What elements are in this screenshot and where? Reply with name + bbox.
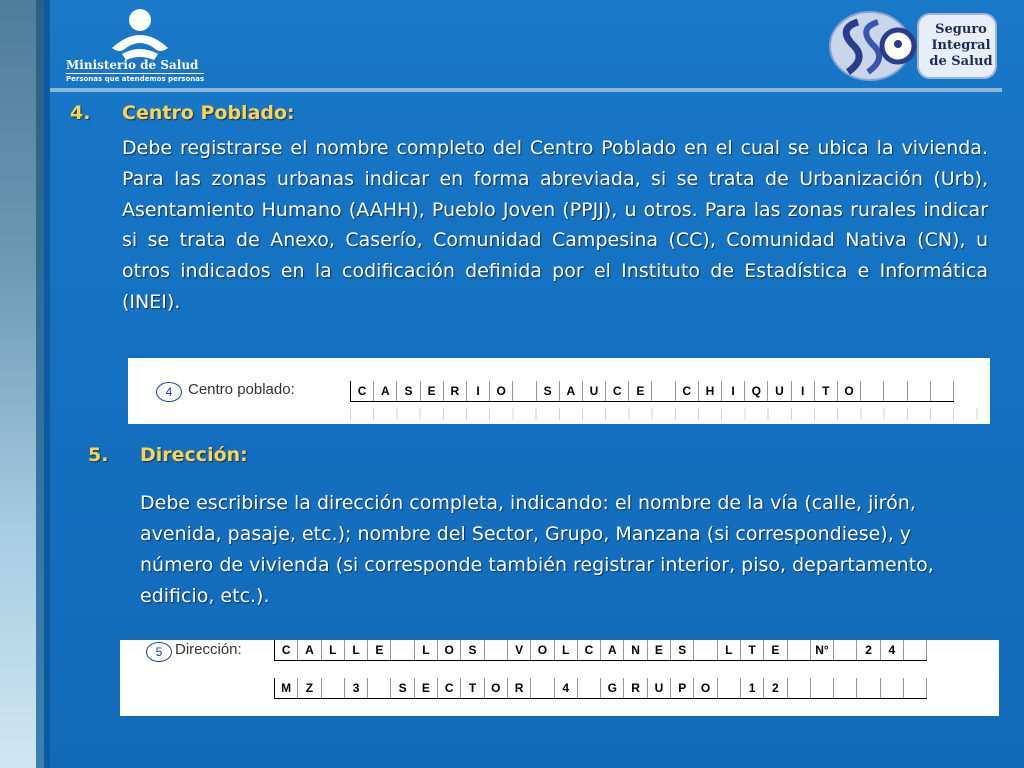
sis-name-line: de Salud bbox=[929, 54, 993, 69]
sis-name-line: Seguro bbox=[935, 22, 987, 37]
letter-cell: S bbox=[461, 640, 484, 660]
letter-cell bbox=[322, 678, 345, 698]
left-decor-stripe bbox=[36, 0, 44, 768]
letter-cell: E bbox=[764, 640, 787, 660]
sis-name-line: Integral bbox=[931, 38, 991, 53]
letter-cell bbox=[788, 640, 811, 660]
section-4-number: 4. bbox=[70, 102, 91, 124]
section-5-number: 5. bbox=[88, 444, 109, 466]
letter-cell bbox=[908, 381, 931, 401]
letter-cell: N° bbox=[811, 640, 834, 660]
letter-cell: 2 bbox=[764, 678, 787, 698]
letter-cell: V bbox=[508, 640, 531, 660]
letter-cell: S bbox=[397, 381, 420, 401]
letter-cell: C bbox=[351, 381, 374, 401]
letter-cell bbox=[811, 678, 834, 698]
letter-cell bbox=[861, 381, 884, 401]
letter-cell: G bbox=[601, 678, 624, 698]
letter-cell: L bbox=[555, 640, 578, 660]
letter-cell bbox=[391, 640, 414, 660]
letter-cell: L bbox=[718, 640, 741, 660]
header-divider bbox=[50, 88, 1002, 92]
letter-cell: Z bbox=[298, 678, 321, 698]
letter-cell: S bbox=[537, 381, 560, 401]
letter-cell: O bbox=[531, 640, 554, 660]
letter-cell: L bbox=[322, 640, 345, 660]
letter-cell: O bbox=[485, 678, 508, 698]
letter-cell bbox=[718, 678, 741, 698]
letter-cell bbox=[884, 381, 907, 401]
letter-cell: E bbox=[415, 678, 438, 698]
letter-cell bbox=[513, 381, 536, 401]
letter-cell: E bbox=[629, 381, 652, 401]
letter-cell bbox=[694, 640, 717, 660]
letter-cell bbox=[368, 678, 391, 698]
letter-cell: A bbox=[374, 381, 397, 401]
field-label: Centro poblado: bbox=[188, 381, 295, 398]
letter-cell: S bbox=[671, 640, 694, 660]
letter-cell: I bbox=[722, 381, 745, 401]
section-5-body: Debe escribirse la dirección completa, indicando: el nombre de la vía (calle, jirón, avenida, pasaje, etc.); nombre del Sector, Grupo, Manzana (si correspondiese), y número de vivienda (si corresponde también registrar interior, piso, departamento, edificio, etc.). bbox=[140, 492, 934, 607]
letter-cell bbox=[834, 678, 857, 698]
letter-cell bbox=[788, 678, 811, 698]
letter-cell: L bbox=[345, 640, 368, 660]
letter-cell: 1 bbox=[741, 678, 764, 698]
minsa-tagline: Personas que atendemos personas bbox=[66, 75, 205, 83]
letter-cell: R bbox=[508, 678, 531, 698]
letter-cell bbox=[531, 678, 554, 698]
form-bottom-ticks bbox=[350, 408, 990, 420]
letter-cell: E bbox=[368, 640, 391, 660]
letter-cell: Q bbox=[745, 381, 768, 401]
letter-cell bbox=[485, 640, 508, 660]
section-5-title: Dirección: bbox=[140, 444, 248, 466]
letter-cell: O bbox=[490, 381, 513, 401]
letter-cell: U bbox=[583, 381, 606, 401]
left-decor-stripe-dark bbox=[44, 0, 50, 768]
letter-cell: E bbox=[421, 381, 444, 401]
letter-cell: A bbox=[298, 640, 321, 660]
letter-cell: H bbox=[699, 381, 722, 401]
letter-cell: C bbox=[606, 381, 629, 401]
direccion-form bbox=[120, 640, 999, 716]
letter-cell: 3 bbox=[345, 678, 368, 698]
letter-cells-row bbox=[274, 678, 927, 699]
letter-cell: E bbox=[648, 640, 671, 660]
letter-cell: O bbox=[838, 381, 861, 401]
letter-cell: 4 bbox=[555, 678, 578, 698]
letter-cell: M bbox=[275, 678, 298, 698]
section-4-body: Debe registrarse el nombre completo del Centro Poblado en el cual se ubica la vivienda. Para las zonas urbanas indicar en forma abreviada, si se trata de Urbanización (Urb), Asentamiento Humano (AAHH), Pueblo Joven (PPJJ), u otros. Para las zonas rurales indicar si se trata de Anexo, Caserío, Comunidad Campesina (CC), Comunidad Nativa (CN), u otros indicados en la codificación definida por el Instituto de Estadística e Informática (INEI). bbox=[122, 137, 988, 313]
letter-cell bbox=[857, 678, 880, 698]
letter-cell: C bbox=[275, 640, 298, 660]
letter-cell bbox=[834, 640, 857, 660]
letter-cell: C bbox=[438, 678, 461, 698]
left-decor-band bbox=[0, 0, 36, 768]
letter-cell bbox=[904, 678, 927, 698]
field-label: Dirección: bbox=[175, 641, 242, 658]
letter-cell: 2 bbox=[857, 640, 880, 660]
letter-cell: O bbox=[438, 640, 461, 660]
letter-cell bbox=[881, 678, 904, 698]
minsa-logo-icon bbox=[60, 4, 220, 84]
letter-cell bbox=[931, 381, 954, 401]
letter-cell: C bbox=[578, 640, 601, 660]
letter-cell: U bbox=[768, 381, 791, 401]
letter-cell: I bbox=[792, 381, 815, 401]
sis-name bbox=[926, 22, 996, 70]
letter-cell: T bbox=[461, 678, 484, 698]
letter-cell: R bbox=[444, 381, 467, 401]
letter-cell: R bbox=[624, 678, 647, 698]
letter-cell: T bbox=[741, 640, 764, 660]
field-number-badge: 4 bbox=[156, 382, 182, 402]
letter-cell bbox=[578, 678, 601, 698]
letter-cell: 4 bbox=[881, 640, 904, 660]
centro-poblado-form bbox=[128, 358, 990, 424]
letter-cell: O bbox=[694, 678, 717, 698]
letter-cell: T bbox=[815, 381, 838, 401]
letter-cells-row bbox=[350, 381, 954, 402]
letter-cell: U bbox=[648, 678, 671, 698]
letter-cell: A bbox=[601, 640, 624, 660]
letter-cell bbox=[652, 381, 675, 401]
letter-cells-row bbox=[274, 640, 927, 661]
minsa-name: Ministerio de Salud bbox=[66, 58, 199, 72]
section-4-title: Centro Poblado: bbox=[122, 102, 295, 124]
letter-cell bbox=[904, 640, 927, 660]
letter-cell: L bbox=[415, 640, 438, 660]
letter-cell: C bbox=[676, 381, 699, 401]
letter-cell: P bbox=[671, 678, 694, 698]
letter-cell: A bbox=[560, 381, 583, 401]
letter-cell: I bbox=[467, 381, 490, 401]
letter-cell: N bbox=[624, 640, 647, 660]
field-number-badge: 5 bbox=[146, 642, 172, 662]
letter-cell: S bbox=[391, 678, 414, 698]
